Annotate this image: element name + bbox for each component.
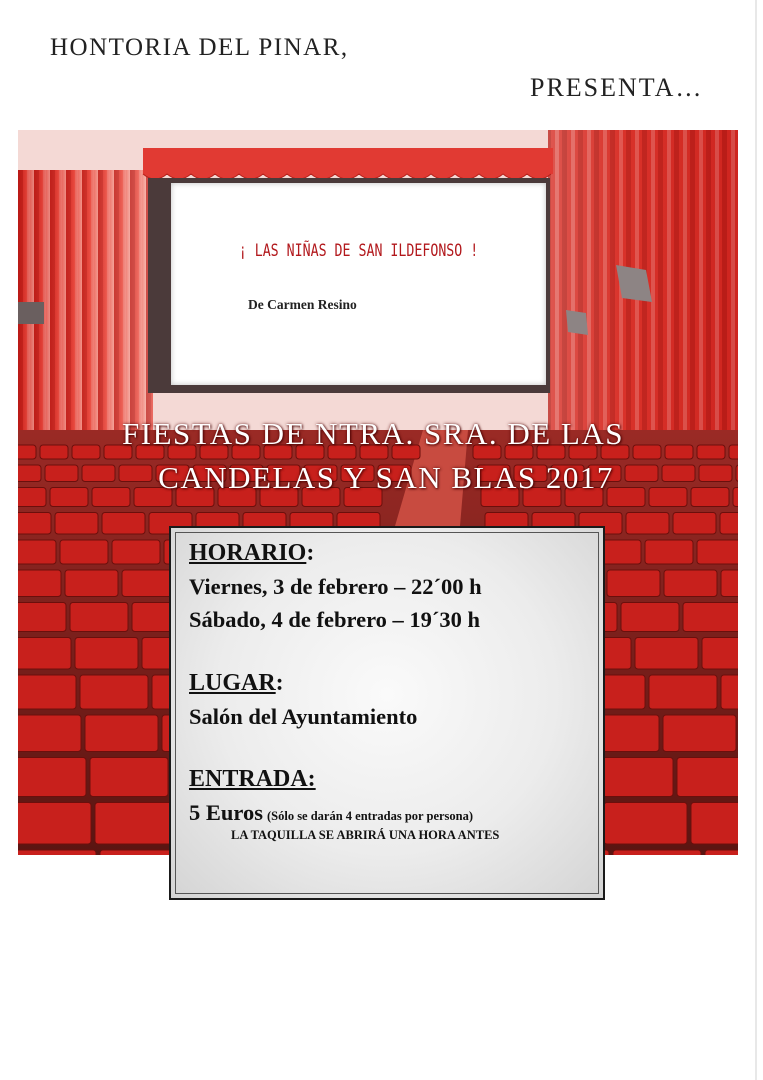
seat <box>613 850 701 855</box>
seat <box>705 850 738 855</box>
session-friday: Viernes, 3 de febrero – 22´00 h <box>189 574 482 599</box>
seat <box>702 638 738 670</box>
price-line <box>189 800 473 826</box>
seat <box>645 540 693 564</box>
seat <box>55 513 98 535</box>
price-note: (Sólo se darán 4 entradas por persona) <box>266 809 474 823</box>
seat <box>60 540 108 564</box>
seat <box>18 850 96 855</box>
seat <box>112 540 160 564</box>
seat <box>18 603 66 632</box>
venue-text: Salón del Ayuntamiento <box>189 704 418 729</box>
seat <box>691 803 738 845</box>
event-title-line-1: FIESTAS DE NTRA. SRA. DE LAS <box>122 416 624 451</box>
seat <box>122 570 175 597</box>
seat <box>85 715 158 752</box>
price-text: 5 Euros <box>189 800 263 825</box>
session-saturday: Sábado, 4 de febrero – 19´30 h <box>189 607 481 632</box>
seat <box>721 570 738 597</box>
horario-heading <box>189 540 314 567</box>
seat <box>18 758 86 797</box>
lugar-heading <box>189 670 284 697</box>
seat <box>721 675 738 709</box>
horario-colon: : <box>306 540 315 566</box>
seat <box>720 513 738 535</box>
presents-text: PRESENTA… <box>530 73 704 102</box>
seat <box>65 570 118 597</box>
box-office-note: LA TAQUILLA SE ABRIRÁ UNA HORA ANTES <box>231 828 500 842</box>
seat <box>70 603 128 632</box>
seat <box>18 513 51 535</box>
seat <box>621 603 679 632</box>
event-title-line-2: CANDELAS Y SAN BLAS 2017 <box>158 460 614 495</box>
cinema-screen <box>171 183 546 385</box>
seat <box>18 803 91 845</box>
seat <box>649 675 717 709</box>
seat <box>683 603 738 632</box>
seat <box>673 513 716 535</box>
lugar-colon: : <box>275 670 284 696</box>
seat <box>697 540 738 564</box>
seat <box>595 758 673 797</box>
seat <box>18 675 76 709</box>
organizer-text: HONTORIA DEL PINAR, <box>50 34 349 61</box>
lugar-label: LUGAR <box>189 670 276 696</box>
horario-label: HORARIO <box>189 540 307 566</box>
seat <box>90 758 168 797</box>
play-title: ¡ LAS NIÑAS DE SAN ILDEFONSO ! <box>238 241 479 261</box>
page-edge <box>755 0 757 1080</box>
seat <box>80 675 148 709</box>
seat <box>18 715 81 752</box>
seat <box>664 570 717 597</box>
seat <box>607 570 660 597</box>
entrada-heading: ENTRADA: <box>189 766 316 792</box>
seat <box>102 513 145 535</box>
seat <box>663 715 736 752</box>
play-author: De Carmen Resino <box>248 297 357 312</box>
seat <box>677 758 738 797</box>
seat <box>18 638 71 670</box>
seat <box>75 638 138 670</box>
seat <box>626 513 669 535</box>
seat <box>604 803 687 845</box>
seat <box>95 803 178 845</box>
seat <box>635 638 698 670</box>
seat <box>18 570 61 597</box>
seat <box>18 540 56 564</box>
info-box <box>169 526 605 900</box>
